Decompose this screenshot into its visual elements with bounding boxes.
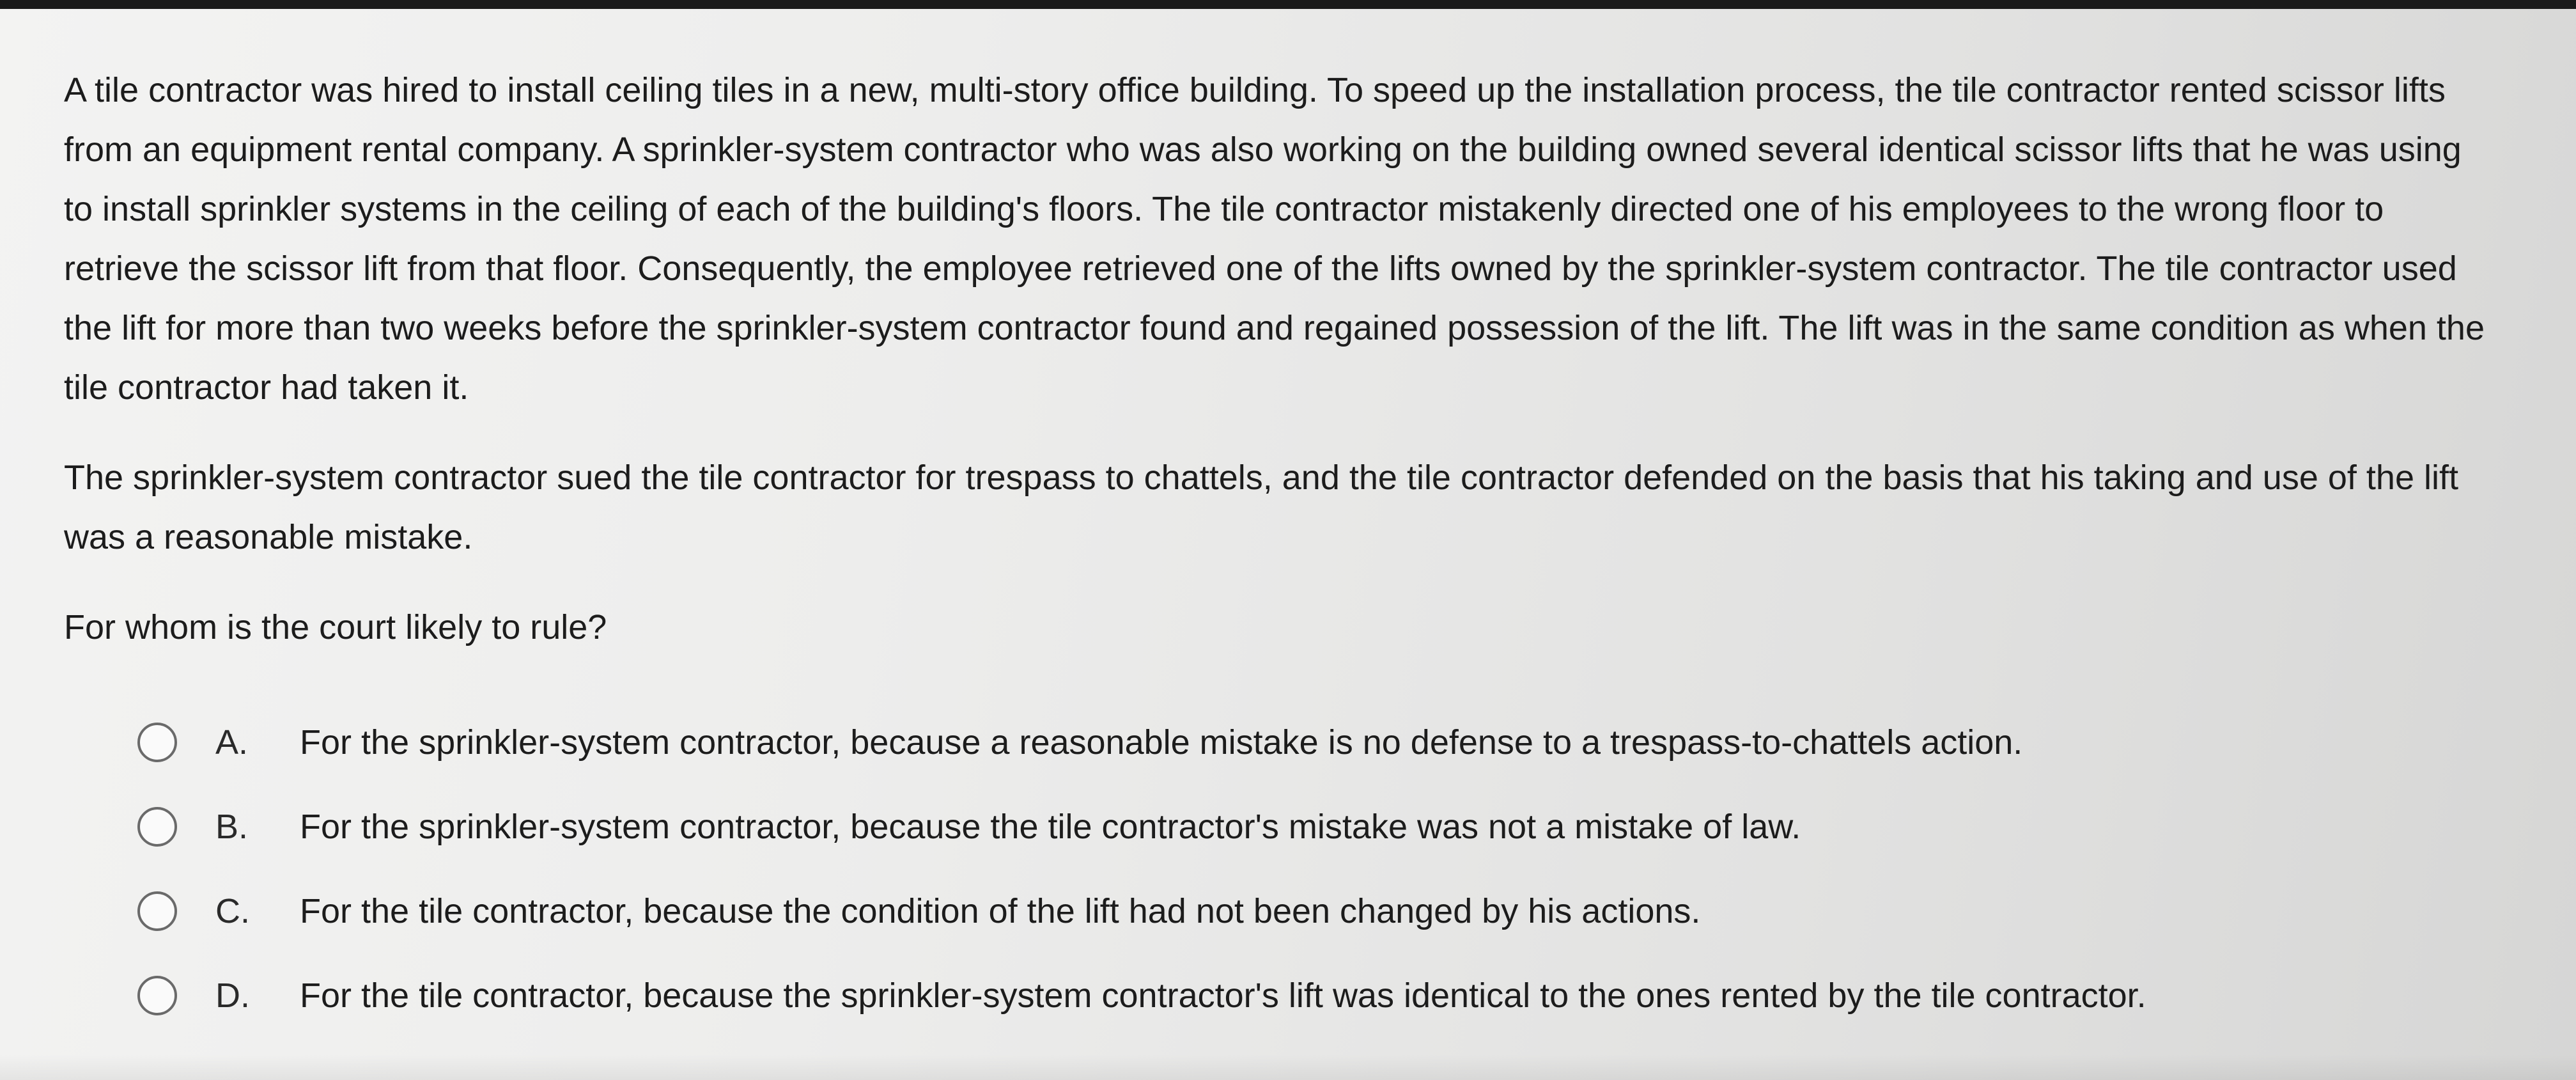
choice-text-c: For the tile contractor, because the condition of the lift had not been changed by his actions.: [300, 892, 1701, 930]
answer-choice-d[interactable]: [137, 953, 2502, 1038]
answer-choice-b[interactable]: [137, 785, 2502, 869]
question-paragraph-claim: The sprinkler-system contractor sued the tile contractor for trespass to chattels, and the tile contractor defended on the basis that his taking and use of the lift was a reasonable mistake.: [64, 458, 2458, 556]
choice-letter-a: A.: [215, 723, 249, 762]
choice-text-b: For the sprinkler-system contractor, because the tile contractor's mistake was not a mistake of law.: [300, 808, 1801, 846]
screen-bottom-shade: [0, 1054, 2576, 1080]
question-stem: [64, 61, 2512, 657]
answer-choice-c[interactable]: [137, 869, 2502, 953]
answer-choices: [137, 700, 2502, 1038]
radio-button-b[interactable]: [137, 807, 177, 847]
radio-button-c[interactable]: [137, 891, 177, 931]
answer-choice-a[interactable]: [137, 700, 2502, 785]
question-paragraph-facts: A tile contractor was hired to install ceiling tiles in a new, multi-story office building. To speed up the installation process, the tile contractor rented scissor lifts from an equipment rental company. A sprinkler-system contractor who was also working on the building owned several identical scissor lifts that he was using to install sprinkler systems in the ceiling of each of the building's floors. The tile contractor mistakenly directed one of his employees to the wrong floor to retrieve the scissor lift from that floor. Consequently, the employee retrieved one of the lifts owned by the sprinkler-system contractor. The tile contractor used the lift for more than two weeks before the sprinkler-system contractor found and regained possession of the lift. The lift was in the same condition as when the tile contractor had taken it.: [64, 71, 2485, 407]
choice-text-d: For the tile contractor, because the sprinkler-system contractor's lift was identical to the ones rented by the tile contractor.: [300, 976, 2146, 1015]
choice-letter-b: B.: [215, 808, 249, 846]
choice-letter-c: C.: [215, 892, 250, 930]
choice-text-a: For the sprinkler-system contractor, because a reasonable mistake is no defense to a trespass-to-chattels action.: [300, 723, 2023, 762]
question-prompt: For whom is the court likely to rule?: [64, 608, 607, 646]
radio-button-d[interactable]: [137, 976, 177, 1015]
screen-top-edge: [0, 0, 2576, 9]
radio-button-a[interactable]: [137, 723, 177, 762]
choice-letter-d: D.: [215, 976, 250, 1015]
